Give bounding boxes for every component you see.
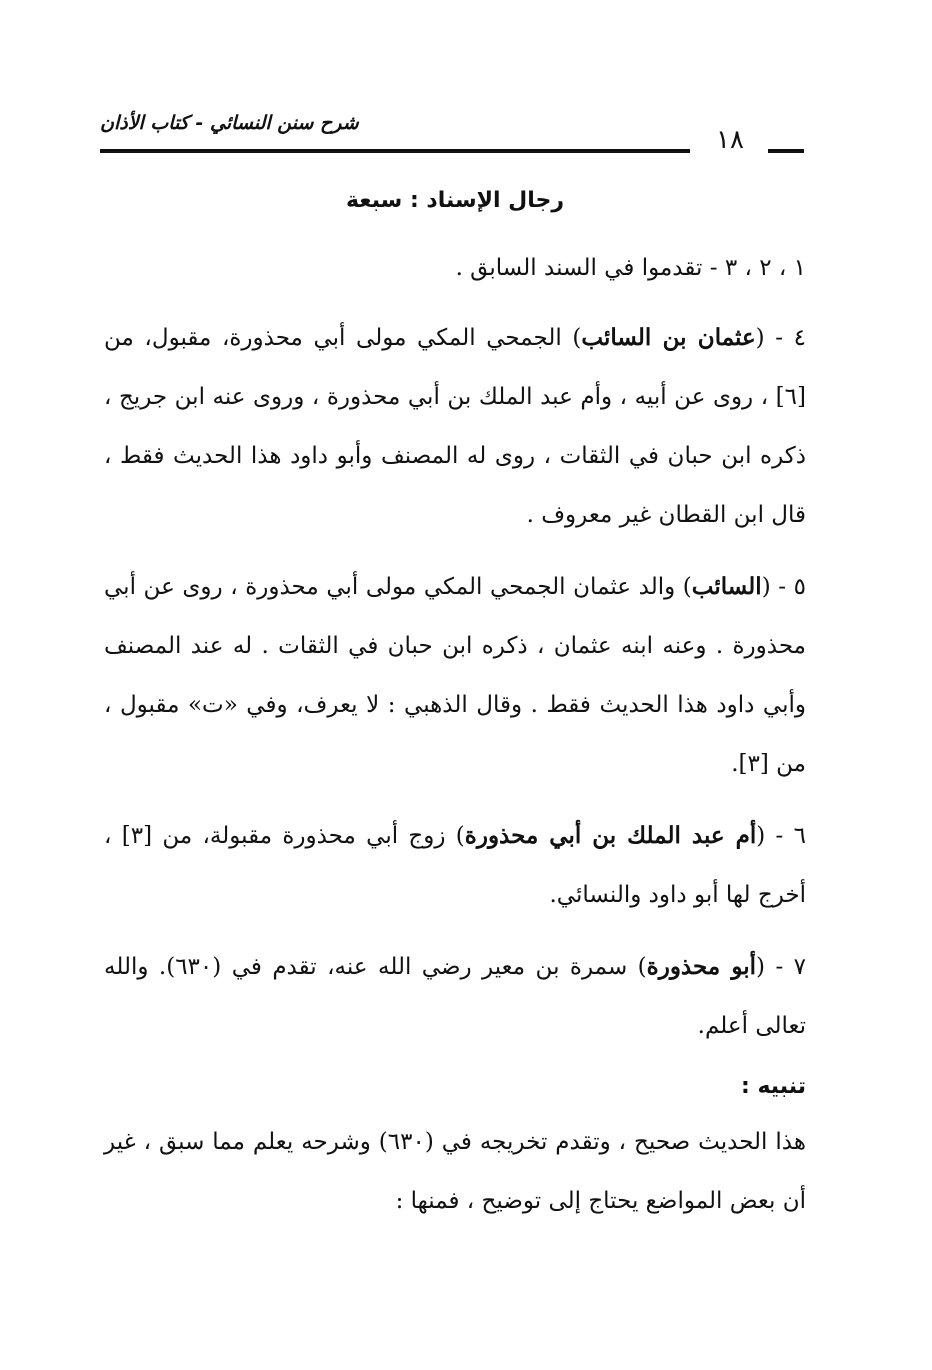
narrator-description: ) الجمحي المكي مولى أبي محذورة، مقبول، من [٦] ، روى عن أبيه ، وأم عبد الملك بن أبي محذورة ، وروى عنه ابن جريج ، ذكره ابن حبان في الثقات ، روى له المصنف وأبو داود هذا الحديث فقط ، قال ابن القطان غير معروف . bbox=[104, 325, 806, 528]
page-number: ١٨ bbox=[716, 125, 744, 155]
header-dash bbox=[768, 149, 804, 153]
entry-prefix: ٤ - ( bbox=[755, 325, 806, 351]
entry-prefix: ٦ - ( bbox=[756, 823, 806, 849]
page-content bbox=[104, 180, 806, 1243]
narrator-name: أبو محذورة bbox=[646, 953, 757, 980]
section-title: رجال الإسناد : سبعة bbox=[345, 188, 565, 213]
narrator-entry-text: ١ ، ٢ ، ٣ - تقدموا في السند السابق . bbox=[455, 255, 806, 281]
header-rule bbox=[100, 149, 690, 153]
narrator-entry-7 bbox=[104, 937, 806, 1056]
entry-prefix: ٥ - ( bbox=[761, 574, 806, 600]
narrator-name: عثمان بن السائب bbox=[581, 324, 756, 351]
narrator-name: السائب bbox=[691, 573, 762, 600]
narrator-name: أم عبد الملك بن أبي محذورة bbox=[464, 822, 757, 849]
narrator-description: ) والد عثمان الجمحي المكي مولى أبي محذورة ، روى عن أبي محذورة . وعنه ابنه عثمان ، ذكره ابن حبان في الثقات . له عند المصنف وأبي داود هذا الحديث فقط . وقال الذهبي : لا يعرف، وفي «ت» مقبول ، من [٣]. bbox=[104, 574, 806, 777]
narrator-entry-6 bbox=[104, 806, 806, 925]
narrator-entry-1-3 bbox=[104, 239, 806, 298]
running-title: شرح سنن النسائي - كتاب الأذان bbox=[100, 112, 359, 134]
entry-prefix: ٧ - ( bbox=[756, 954, 807, 980]
note-title: تنبيه : bbox=[740, 1074, 806, 1099]
note-text: هذا الحديث صحيح ، وتقدم تخريجه في (٦٣٠) وشرحه يعلم مما سبق ، غير أن بعض المواضع يحتاج إلى توضيح ، فمنها : bbox=[104, 1129, 806, 1214]
narrator-description: ) سمرة بن معير رضي الله عنه، تقدم في (٦٣٠). والله تعالى أعلم. bbox=[104, 954, 806, 1039]
narrator-entry-4 bbox=[104, 308, 806, 545]
narrator-entry-5 bbox=[104, 557, 806, 794]
narrator-description: ) زوج أبي محذورة مقبولة، من [٣] ، أخرج لها أبو داود والنسائي. bbox=[104, 823, 806, 908]
